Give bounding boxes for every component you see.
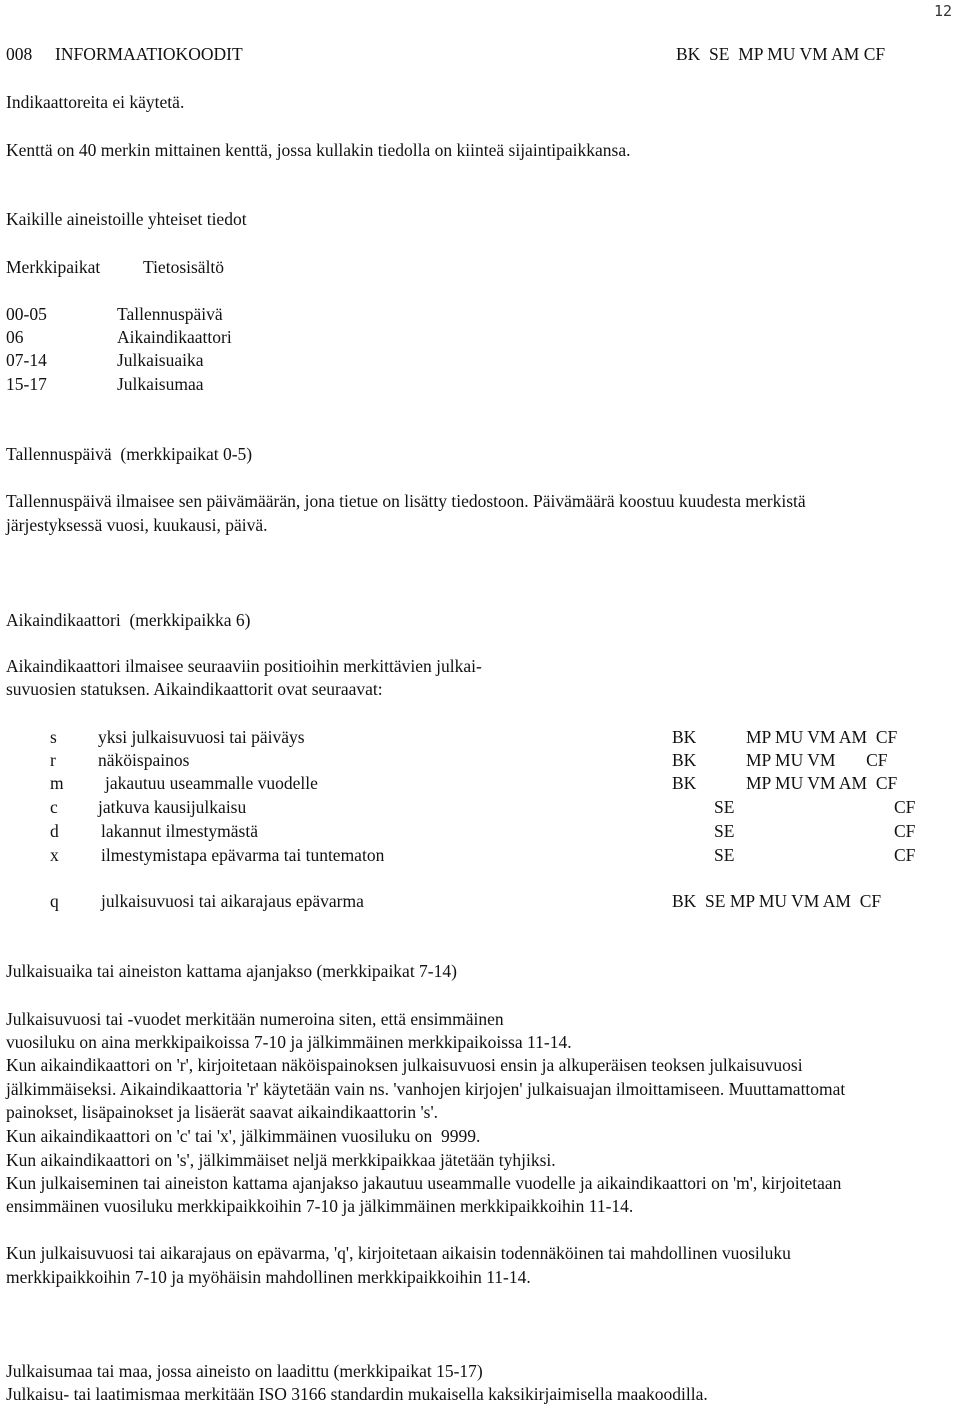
code-description: jakautuu useammalle vuodelle [105, 773, 318, 793]
code-letter: q [50, 891, 59, 911]
table-cell: Julkaisuaika [117, 350, 204, 370]
table-cell: Tallennuspäivä [117, 304, 223, 324]
code-description: julkaisuvuosi tai aikarajaus epävarma [101, 891, 364, 911]
table-header: Tietosisältö [143, 257, 225, 277]
paragraph-line: vuosiluku on aina merkkipaikoissa 7-10 ja jälkimmäinen merkkipaikoissa 11-14. [6, 1032, 572, 1052]
section-title: Julkaisuaika tai aineiston kattama ajanjakso (merkkipaikat 7-14) [6, 961, 457, 981]
paragraph-line: jälkimmäiseksi. Aikaindikaattoria 'r' käytetään vain ns. 'vanhojen kirjojen' julkaisuajan ilmoittamiseen. Muuttamattomat [6, 1079, 846, 1099]
code-letter: m [50, 773, 64, 793]
paragraph-line: järjestyksessä vuosi, kuukausi, päivä. [6, 515, 268, 535]
code-formats: CF [894, 821, 916, 841]
code-formats: BK [672, 773, 697, 793]
code-formats: MP MU VM AM CF [746, 727, 898, 747]
paragraph-line: Kun julkaisuvuosi tai aikarajaus on epävarma, 'q', kirjoitetaan aikaisin todennäköinen tai mahdollinen vuosiluku [6, 1243, 791, 1263]
paragraph-line: Julkaisu- tai laatimismaa merkitään ISO 3166 standardin mukaisella kaksikirjaimisella maakoodilla. [6, 1384, 708, 1404]
table-cell: Julkaisumaa [117, 374, 204, 394]
code-formats: MP MU VM AM CF [746, 773, 898, 793]
table-cell: 15-17 [6, 374, 47, 394]
intro-line: Indikaattoreita ei käytetä. [6, 92, 185, 112]
code-formats: CF [894, 797, 916, 817]
code-formats: BK SE MP MU VM AM CF [672, 891, 882, 911]
section-title: Julkaisumaa tai maa, jossa aineisto on laadittu (merkkipaikat 15-17) [6, 1361, 483, 1381]
paragraph-line: Tallennuspäivä ilmaisee sen päivämäärän, jona tietue on lisätty tiedostoon. Päivämäärä koostuu kuudesta merkistä [6, 491, 806, 511]
intro-line: Kenttä on 40 merkin mittainen kenttä, jossa kullakin tiedolla on kiinteä sijaintipaikkansa. [6, 140, 631, 160]
paragraph-line: Kun julkaiseminen tai aineiston kattama ajanjakso jakautuu useammalle vuodelle ja aikaindikaattori on 'm', kirjoitetaan [6, 1173, 842, 1193]
code-letter: s [50, 727, 57, 747]
paragraph-line: Aikaindikaattori ilmaisee seuraaviin positioihin merkittävien julkai- [6, 656, 482, 676]
code-formats: CF [894, 845, 916, 865]
paragraph-line: Kun aikaindikaattori on 'c' tai 'x', jälkimmäinen vuosiluku on 9999. [6, 1126, 481, 1146]
section-title: Tallennuspäivä (merkkipaikat 0-5) [6, 444, 253, 464]
code-formats: MP MU VM CF [746, 750, 888, 770]
field-title: INFORMAATIOKOODIT [55, 44, 243, 64]
paragraph-line: Kun aikaindikaattori on 'r', kirjoitetaan näköispainoksen julkaisuvuosi ensin ja alkuperäisen teoksen julkaisuvuosi [6, 1055, 803, 1075]
paragraph-line: Julkaisuvuosi tai -vuodet merkitään numeroina siten, että ensimmäinen [6, 1009, 504, 1029]
common-title: Kaikille aineistoille yhteiset tiedot [6, 209, 247, 229]
code-letter: r [50, 750, 56, 770]
table-cell: 07-14 [6, 350, 47, 370]
paragraph-line: suvuosien statuksen. Aikaindikaattorit ovat seuraavat: [6, 679, 383, 699]
paragraph-line: merkkipaikkoihin 7-10 ja myöhäisin mahdollinen merkkipaikkoihin 11-14. [6, 1267, 531, 1287]
code-formats: SE [714, 845, 735, 865]
table-cell: 00-05 [6, 304, 47, 324]
table-header: Merkkipaikat [6, 257, 101, 277]
code-letter: x [50, 845, 59, 865]
code-formats: SE [714, 797, 735, 817]
paragraph-line: ensimmäinen vuosiluku merkkipaikkoihin 7-10 ja jälkimmäinen merkkipaikkoihin 11-14. [6, 1196, 634, 1216]
code-letter: d [50, 821, 59, 841]
table-cell: 06 [6, 327, 24, 347]
code-description: näköispainos [98, 750, 190, 770]
paragraph-line: Kun aikaindikaattori on 's', jälkimmäiset neljä merkkipaikkaa jätetään tyhjiksi. [6, 1150, 556, 1170]
section-title: Aikaindikaattori (merkkipaikka 6) [6, 610, 251, 630]
code-formats: SE [714, 821, 735, 841]
page-number: 12 [934, 2, 953, 20]
code-formats: BK [672, 727, 697, 747]
code-description: lakannut ilmestymästä [101, 821, 258, 841]
table-cell: Aikaindikaattori [117, 327, 232, 347]
field-code: 008 [6, 44, 33, 64]
code-description: yksi julkaisuvuosi tai päiväys [98, 727, 305, 747]
code-description: jatkuva kausijulkaisu [98, 797, 247, 817]
code-description: ilmestymistapa epävarma tai tuntematon [101, 845, 385, 865]
code-letter: c [50, 797, 58, 817]
paragraph-line: painokset, lisäpainokset ja lisäerät saavat aikaindikaattorin 's'. [6, 1102, 439, 1122]
field-formats: BK SE MP MU VM AM CF [676, 44, 886, 64]
code-formats: BK [672, 750, 697, 770]
